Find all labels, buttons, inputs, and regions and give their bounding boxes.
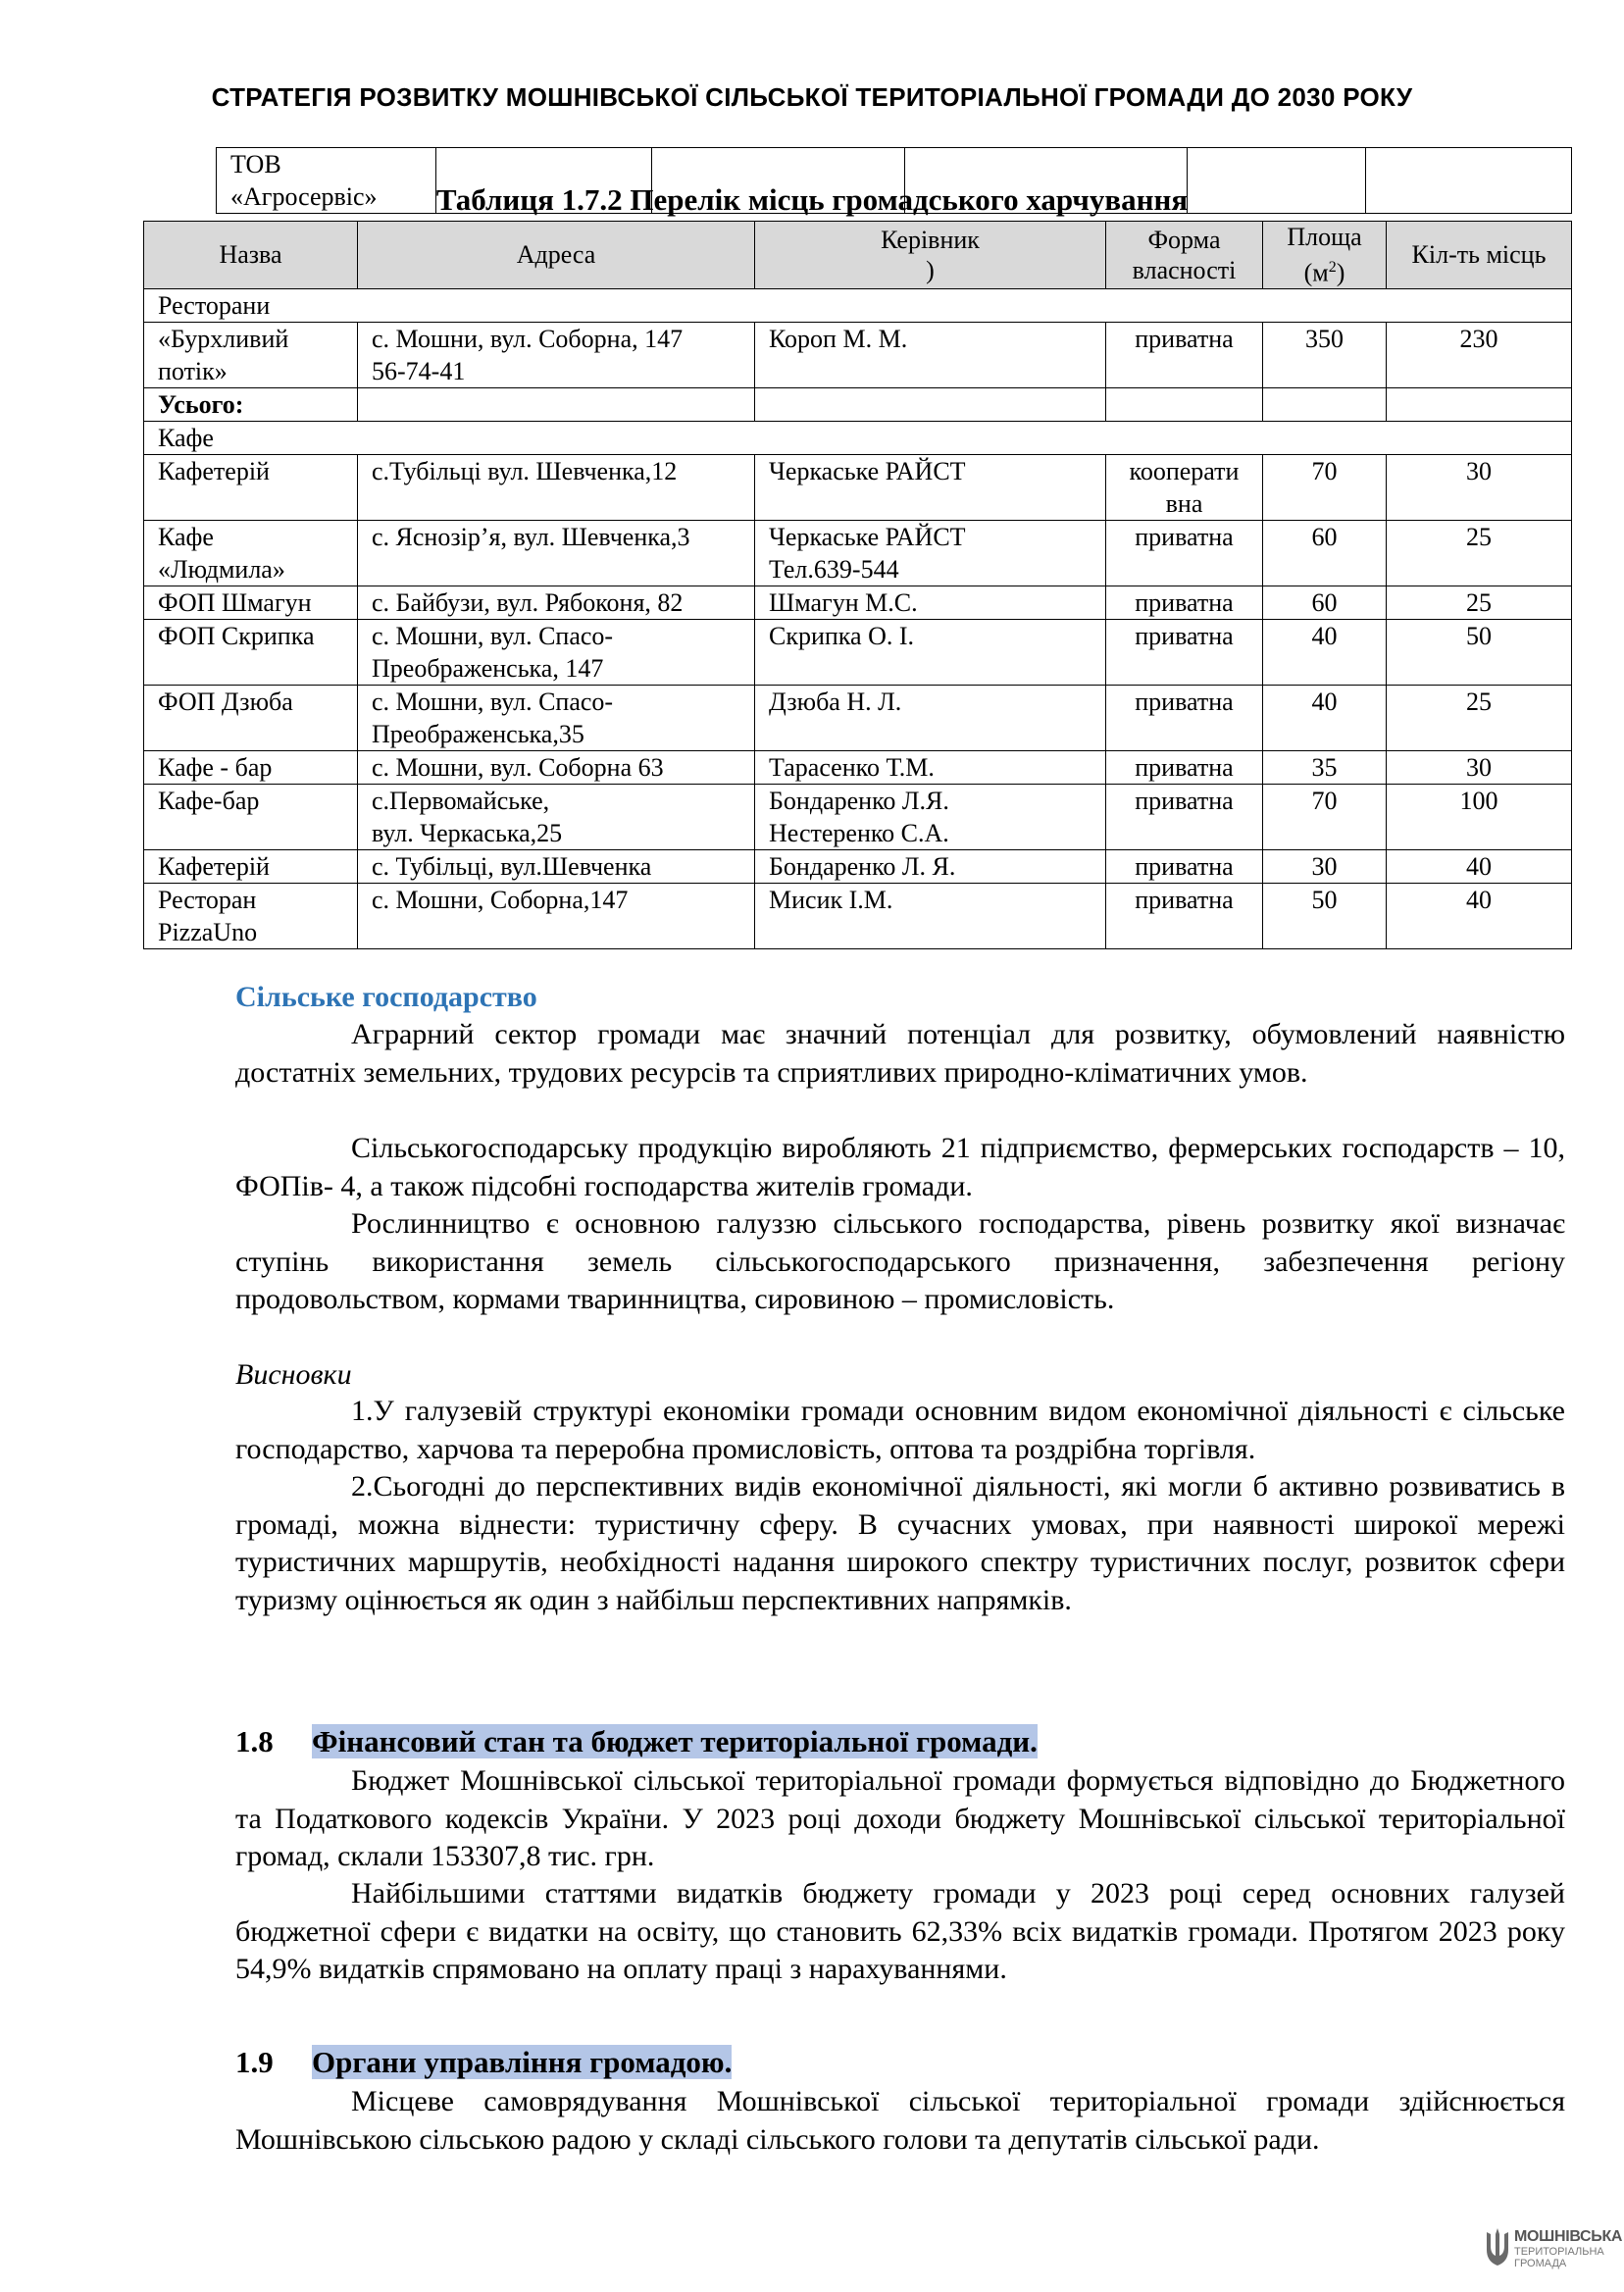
table-row — [144, 784, 1572, 849]
cell-area: 60 — [1263, 520, 1387, 586]
cell-address: с. Байбузи, вул. Рябоконя, 82 — [358, 586, 755, 619]
table-header-row — [144, 222, 1572, 289]
cell-ownership: приватна — [1106, 750, 1263, 784]
table-caption: Таблиця 1.7.2 Перелік місць громадського харчування — [435, 182, 1189, 217]
cell-seats: 25 — [1387, 586, 1572, 619]
cell-area: 30 — [1263, 849, 1387, 883]
conclusions-title: Висновки — [235, 1358, 352, 1391]
cell-ownership: приватна — [1106, 849, 1263, 883]
cell-area: 40 — [1263, 619, 1387, 685]
cell-ownership: приватна — [1106, 619, 1263, 685]
section-number: 1.8 — [235, 1724, 274, 1758]
cell-area: 35 — [1263, 750, 1387, 784]
table-body — [144, 288, 1572, 948]
cell-manager: Короп М. М. — [755, 322, 1106, 387]
cell-name: Кафетерій — [144, 849, 358, 883]
section-1-9-heading — [235, 2045, 732, 2080]
cell-manager: Дзюба Н. Л. — [755, 685, 1106, 750]
cell-area: 60 — [1263, 586, 1387, 619]
agriculture-paragraph-1: Аграрний сектор громади має значний потенціал для розвитку, обумовлений наявністю достатніх земельних, трудових ресурсів та сприятливих природно-кліматичних умов. — [235, 1018, 1565, 1089]
cell-address: с. Мошни, вул. Соборна, 147 56-74-41 — [358, 322, 755, 387]
cell-area: 40 — [1263, 685, 1387, 750]
table-row — [144, 454, 1572, 520]
agriculture-title: Сільське господарство — [235, 981, 537, 1013]
cell-area: 70 — [1263, 784, 1387, 849]
cell-name: Кафе «Людмила» — [144, 520, 358, 586]
column-header-seats: Кіл-ть місць — [1387, 222, 1572, 289]
cell-seats: 40 — [1387, 883, 1572, 948]
cell-manager: Бондаренко Л. Я. — [755, 849, 1106, 883]
cell-name: Кафетерій — [144, 454, 358, 520]
cell-seats: 30 — [1387, 454, 1572, 520]
cell-ownership: кооперати вна — [1106, 454, 1263, 520]
cell-seats: 25 — [1387, 520, 1572, 586]
cell-name: Кафе-бар — [144, 784, 358, 849]
table-row — [144, 685, 1572, 750]
cell-address: с. Мошни, вул. Соборна 63 — [358, 750, 755, 784]
table-cell: ТОВ «Агросервіс» — [217, 148, 436, 214]
cell-manager: Тарасенко Т.М. — [755, 750, 1106, 784]
cell-ownership: приватна — [1106, 322, 1263, 387]
trident-icon — [1485, 2226, 1510, 2269]
section-title: Фінансовий стан та бюджет територіальної громади. — [312, 1724, 1038, 1758]
cell-area: 50 — [1263, 883, 1387, 948]
total-label: Усього: — [144, 387, 358, 421]
cell-name: ФОП Скрипка — [144, 619, 358, 685]
page-header: СТРАТЕГІЯ РОЗВИТКУ МОШНІВСЬКОЇ СІЛЬСЬКОЇ ТЕРИТОРІАЛЬНОЇ ГРОМАДИ ДО 2030 РОКУ — [211, 82, 1413, 112]
table-row — [144, 322, 1572, 387]
table-row — [144, 750, 1572, 784]
agriculture-paragraph-3: Рослинництво є основною галуззю сільського господарства, рівень розвитку якої визначає ступінь використання земель сільськогосподарського призначення, забезпечення регіону продовольством, кормами тваринництва, сировиною – промисловість. — [235, 1207, 1565, 1315]
logo-line-1: МОШНІВСЬКА — [1514, 2228, 1623, 2245]
table-row — [144, 849, 1572, 883]
cell-manager: Скрипка О. І. — [755, 619, 1106, 685]
cell-address: с.Первомайське, вул. Черкаська,25 — [358, 784, 755, 849]
cell-name: ФОП Дзюба — [144, 685, 358, 750]
table-group-row — [144, 421, 1572, 454]
cell-address: с.Тубільці вул. Шевченка,12 — [358, 454, 755, 520]
cell-seats: 40 — [1387, 849, 1572, 883]
cell-name: «Бурхливий потік» — [144, 322, 358, 387]
cell-ownership: приватна — [1106, 586, 1263, 619]
cell-seats: 30 — [1387, 750, 1572, 784]
cell-name: ФОП Шмагун — [144, 586, 358, 619]
column-header-ownership: Форма власності — [1106, 222, 1263, 289]
cell-name: Ресторан PizzaUno — [144, 883, 358, 948]
column-header-manager: Керівник ) — [755, 222, 1106, 289]
section-1-9-paragraph-1: Місцеве самоврядування Мошнівської сільської територіальної громади здійснюється Мошнівською сільською радою у складі сільського голови та депутатів сільської ради. — [235, 2085, 1565, 2156]
conclusions-paragraph-1: 1.У галузевій структурі економіки громади основним видом економічної діяльності є сільське господарство, харчова та переробна промисловість, оптова та роздрібна торгівля. — [235, 1395, 1565, 1465]
cell-address: с. Яснозір’я, вул. Шевченка,3 — [358, 520, 755, 586]
section-1-8-paragraph-2: Найбільшими статтями видатків бюджету громади у 2023 році серед основних галузей бюджетної сфери є видатки на освіту, що становить 62,33% всіх видатків громади. Протягом 2023 року 54,9% видатків спрямовано на оплату праці з нарахуваннями. — [235, 1877, 1565, 1985]
table-row — [144, 619, 1572, 685]
table-total-row — [144, 387, 1572, 421]
cell-ownership: приватна — [1106, 520, 1263, 586]
cell-manager: Черкаське РАЙСТ — [755, 454, 1106, 520]
cell-seats: 230 — [1387, 322, 1572, 387]
column-header-address: Адреса — [358, 222, 755, 289]
community-logo — [1485, 2224, 1622, 2279]
logo-line-2: ТЕРИТОРІАЛЬНА ГРОМАДА — [1514, 2246, 1604, 2269]
cell-seats: 50 — [1387, 619, 1572, 685]
cell-ownership: приватна — [1106, 685, 1263, 750]
cell-manager: Мисик І.М. — [755, 883, 1106, 948]
group-label: Кафе — [144, 421, 1572, 454]
cell-manager: Шмагун М.С. — [755, 586, 1106, 619]
cell-address: с. Мошни, вул. Спасо- Преображенська,35 — [358, 685, 755, 750]
cell-area: 70 — [1263, 454, 1387, 520]
cell-ownership: приватна — [1106, 784, 1263, 849]
cell-area: 350 — [1263, 322, 1387, 387]
group-label: Ресторани — [144, 288, 1572, 322]
table-row — [144, 883, 1572, 948]
catering-table — [143, 221, 1572, 949]
agriculture-paragraph-2: Сільськогосподарську продукцію виробляють 21 підприємство, фермерських господарств – 10, ФОПів- 4, а також підсобні господарства жителів громади. — [235, 1132, 1565, 1202]
table-group-row — [144, 288, 1572, 322]
cell-manager: Черкаське РАЙСТ Тел.639-544 — [755, 520, 1106, 586]
cell-seats: 100 — [1387, 784, 1572, 849]
column-header-area: Площа $(м^2)$ — [1263, 222, 1387, 289]
section-number: 1.9 — [235, 2045, 274, 2079]
conclusions-paragraph-2: 2.Сьогодні до перспективних видів економічної діяльності, які могли б активно розвиватись в громаді, можна віднести: туристичну сферу. В сучасних умовах, при наявності широкої мережі туристичних маршрутів, необхідності надання широкого спектру туристичних послуг, розвиток сфери туризму оцінюється як один з найбільш перспективних напрямків. — [235, 1470, 1565, 1616]
cell-manager: Бондаренко Л.Я. Нестеренко С.А. — [755, 784, 1106, 849]
section-1-8-paragraph-1: Бюджет Мошнівської сільської територіальної громади формується відповідно до Бюджетного та Податкового кодексів України. У 2023 році доходи бюджету Мошнівської сільської територіальної громад, склали 153307,8 тис. грн. — [235, 1764, 1565, 1872]
cell-name: Кафе - бар — [144, 750, 358, 784]
table-row — [144, 520, 1572, 586]
cell-seats: 25 — [1387, 685, 1572, 750]
cell-address: с. Мошни, вул. Спасо- Преображенська, 147 — [358, 619, 755, 685]
column-header-name: Назва — [144, 222, 358, 289]
cell-ownership: приватна — [1106, 883, 1263, 948]
table-row — [144, 586, 1572, 619]
section-title: Органи управління громадою. — [312, 2045, 733, 2079]
cell-address: с. Тубільці, вул.Шевченка — [358, 849, 755, 883]
cell-address: с. Мошни, Соборна,147 — [358, 883, 755, 948]
section-1-8-heading — [235, 1724, 1038, 1759]
